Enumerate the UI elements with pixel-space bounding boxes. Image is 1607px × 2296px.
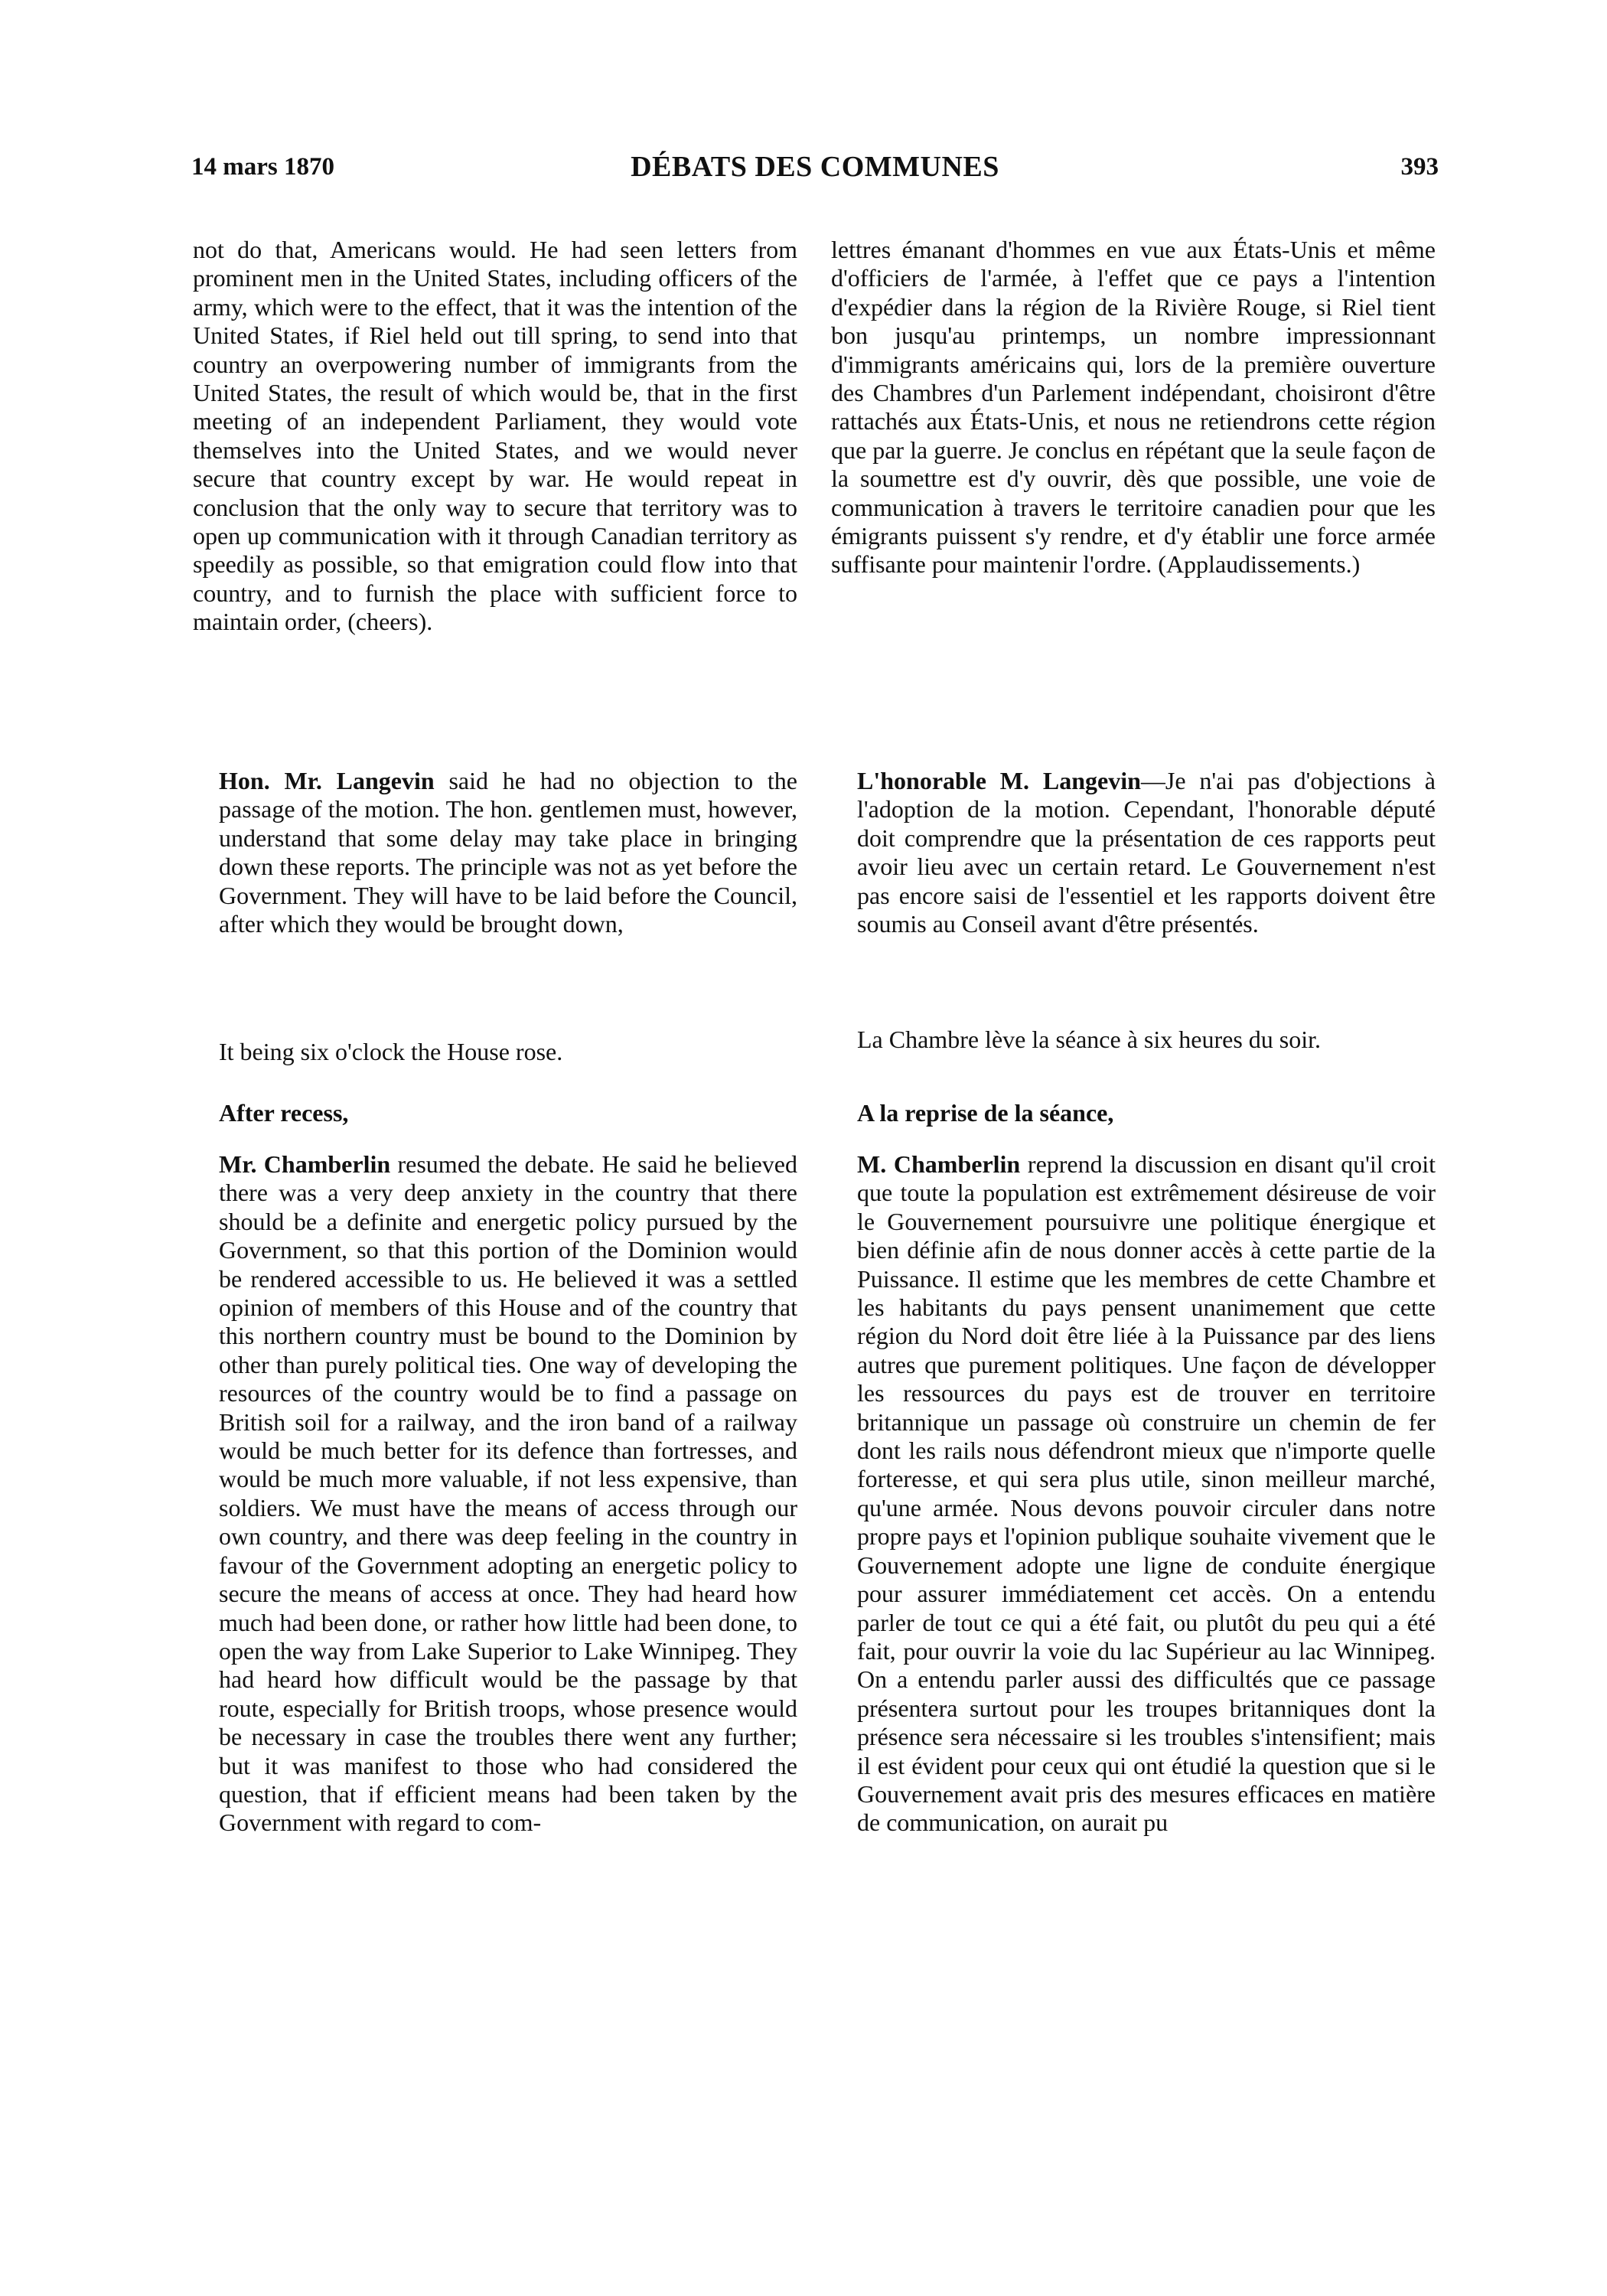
french-house-rose-text: La Chambre lève la séance à six heures du soir. xyxy=(857,1026,1321,1053)
english-after-recess-heading xyxy=(193,1099,797,1127)
page-header xyxy=(191,153,1439,199)
header-date: 14 mars 1870 xyxy=(191,153,334,181)
french-after-recess-text: A la reprise de la séance, xyxy=(857,1099,1114,1127)
english-langevin-paragraph xyxy=(193,767,797,938)
english-chamberlin-speaker: Mr. Chamberlin xyxy=(219,1150,391,1178)
english-chamberlin-text: resumed the debate. He said he believed there was a very deep anxiety in the country that there should be a definite and energetic policy pursued by the Government, so that this portion of the Dominion would be rendered accessible to us. He believed it was a settled opinion of members of this House and of the country that this northern country must be bound to the Dominion by other than purely political ties. One way of developing the resources of the country would be to find a passage on British soil for a railway, and the iron band of a railway would be much better for its defence than fortresses, and would be much more valuable, if not less expensive, than soldiers. We must have the means of access through our own country, and there was deep feeling in the country in favour of the Government adopting an energetic policy to secure the means of access at once. They had heard how much had been done, or rather how little had been done, to open the way from Lake Superior to Lake Winnipeg. They had heard how difficult would be the passage by that route, especially for British troops, whose presence would be necessary in case the troubles there went any further; but it was manifest to those who had considered the question, that if efficient means had been taken by the Government with regard to com- xyxy=(219,1150,798,1837)
french-house-rose xyxy=(831,1026,1436,1054)
page-title: DÉBATS DES COMMUNES xyxy=(631,151,999,183)
english-chamberlin-paragraph xyxy=(193,1150,797,1838)
french-paragraph-continuation xyxy=(831,236,1436,579)
french-langevin-paragraph xyxy=(831,767,1436,938)
french-after-recess-heading xyxy=(831,1099,1436,1127)
french-langevin-speaker: L'honorable M. Langevin xyxy=(857,767,1141,794)
english-paragraph-continuation xyxy=(193,236,797,637)
english-house-rose-text: It being six o'clock the House rose. xyxy=(219,1038,563,1065)
french-para1-text: lettres émanant d'hommes en vue aux États-Unis et même d'officiers de l'armée, à l'effet que ce pays a l'intention d'expédier dans la région de la Rivière Rouge, si Riel tient bon jusqu'au printemps, un nombre impressionnant d'immigrants américains qui, lors de la première ouverture des Chambres d'un Parlement indépendant, choisiront d'être rattachés aux États-Unis, et nous ne retiendrons cette région que par la guerre. Je conclus en répétant que la seule façon de la soumettre est d'y ouvrir, dès que possible, une voie de communication à travers le territoire canadien pour que les émigrants puissent s'y rendre, et d'y établir une force armée suffisante pour maintenir l'ordre. (Applaudissements.) xyxy=(831,236,1436,579)
english-house-rose xyxy=(193,1038,797,1066)
french-langevin-text: —Je n'ai pas d'objections à l'adoption de la motion. Cependant, l'honorable député doit comprendre que la présentation de ces rapports peut avoir lieu avec un certain retard. Le Gouvernement n'est pas encore saisi de l'essentiel et les rapports doivent être soumis au Conseil avant d'être présentés. xyxy=(857,767,1436,938)
english-para1-text: not do that, Americans would. He had seen letters from prominent men in the United States, including officers of the army, which were to the effect, that it was the intention of the United States, if Riel held out till spring, to send into that country an overpowering number of immigrants from the United States, the result of which would be, that in the first meeting of an independent Parliament, they would vote themselves into the United States, and we would never secure that country except by war. He would repeat in conclusion that the only way to secure that territory was to open up communication with it through Canadian territory as speedily as possible, so that emigration could flow into that country, and to furnish the place with sufficient force to maintain order, (cheers). xyxy=(193,236,797,636)
french-chamberlin-paragraph xyxy=(831,1150,1436,1838)
english-langevin-text: said he had no objection to the passage of the motion. The hon. gentlemen must, however, understand that some delay may take place in bringing down these reports. The principle was not as yet before the Government. They will have to be laid before the Council, after which they would be brought down, xyxy=(219,767,798,938)
page-number: 393 xyxy=(1400,153,1439,181)
english-after-recess-text: After recess, xyxy=(219,1099,349,1127)
french-chamberlin-speaker: M. Chamberlin xyxy=(857,1150,1021,1178)
french-chamberlin-text: reprend la discussion en disant qu'il croit que toute la population est extrêmement désireuse de voir le Gouvernement poursuivre une politique énergique et bien définie afin de nous donner accès à cette partie de la Puissance. Il estime que les membres de cette Chambre et les habitants du pays pensent unanimement que cette région du Nord doit être liée à la Puissance par des liens autres que purement politiques. Une façon de développer les ressources du pays est de trouver en territoire britannique un passage où construire un chemin de fer dont les rails nous défendront mieux que n'importe quelle forteresse, et qui sera plus utile, sinon meilleur marché, qu'une armée. Nous devons pouvoir circuler dans notre propre pays et l'opinion publique souhaite vivement que le Gouvernement adopte une ligne de conduite énergique pour assurer immédiatement cet accès. On a entendu parler de tout ce qui a été fait, ou plutôt du peu qui a été fait, pour ouvrir la voie du lac Supérieur au lac Winnipeg. On a entendu parler aussi des difficultés que ce passage présentera surtout pour les troupes britanniques dont la présence sera nécessaire si les troubles s'intensifient; mais il est évident pour ceux qui ont étudié la question que si le Gouvernement avait pris des mesures efficaces en matière de communication, on aurait pu xyxy=(857,1150,1436,1837)
english-langevin-speaker: Hon. Mr. Langevin xyxy=(219,767,435,794)
